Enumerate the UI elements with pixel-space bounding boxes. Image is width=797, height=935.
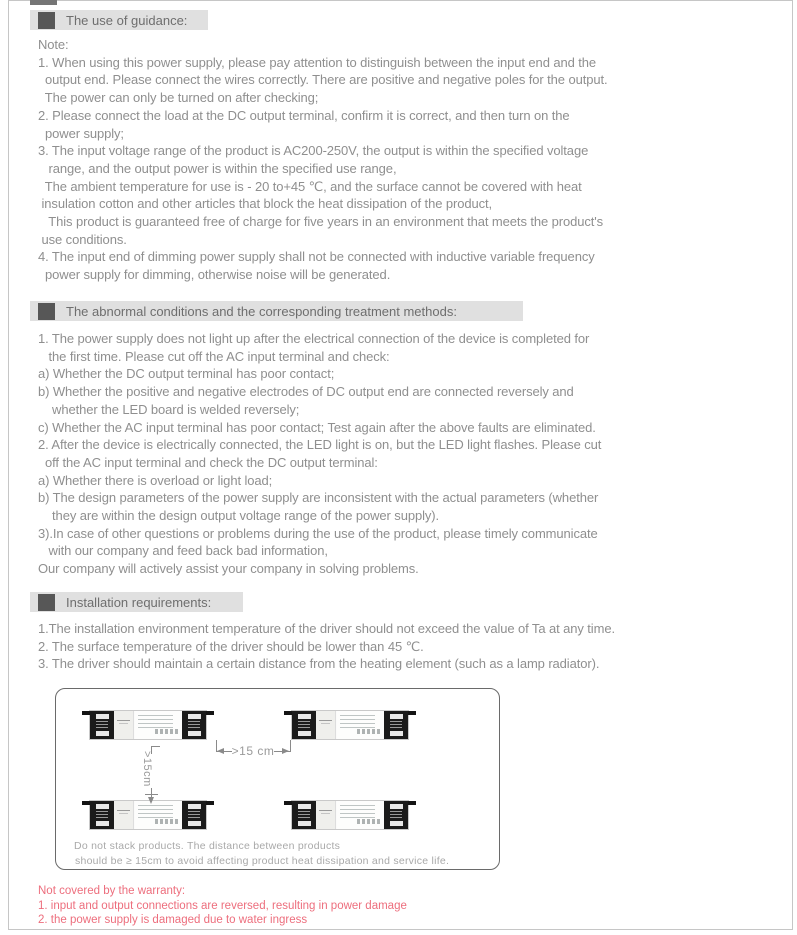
unit-logo-panel — [114, 801, 134, 829]
text-line: 2. Please connect the load at the DC output terminal, confirm it is correct, and then turn on the — [38, 107, 570, 123]
cutoff-element — [30, 0, 57, 5]
unit-spec-label — [135, 711, 182, 739]
text-line: Note: — [38, 37, 69, 52]
text-line: Not covered by the warranty: — [38, 885, 186, 897]
dimension-tick — [151, 746, 160, 747]
driver-unit — [292, 711, 408, 739]
text-line: output end. Please connect the wires correctly. There are positive and negative poles for the output. — [38, 72, 608, 88]
text-line: whether the LED board is welded reversely; — [38, 401, 300, 417]
text-line: 3. The input voltage range of the product is AC200-250V, the output is within the specified voltage — [38, 143, 589, 159]
text-line: 2. The surface temperature of the driver should be lower than 45 ℃. — [38, 638, 424, 654]
unit-spec-label — [135, 801, 182, 829]
wire-right — [206, 801, 214, 805]
text-line: Our company will actively assist your company in solving problems. — [38, 561, 419, 577]
terminal-block-left — [292, 801, 316, 829]
text-line: range, and the output power is within the specified use range, — [38, 160, 397, 176]
text-line: b) The design parameters of the power supply are inconsistent with the actual parameters (whether — [38, 490, 599, 506]
arrow-right-icon — [282, 748, 289, 754]
unit-spec-label — [337, 801, 384, 829]
arrow-left-icon — [217, 748, 224, 754]
terminal-block-right — [182, 801, 206, 829]
text-line: a) Whether there is overload or light load; — [38, 472, 273, 488]
section-marker-icon — [38, 12, 55, 29]
text-line: power supply; — [38, 125, 124, 141]
section-body-installation-requirements — [38, 620, 615, 673]
text-line: 2. After the device is electrically connected, the LED light is on, but the LED light flashes. Please cut — [38, 437, 602, 453]
terminal-block-right — [182, 711, 206, 739]
text-line: use conditions. — [38, 231, 127, 247]
wire-right — [206, 711, 214, 715]
text-line: 1. The power supply does not light up after the electrical connection of the device is completed for — [38, 331, 590, 346]
section-title: Installation requirements: — [66, 594, 212, 610]
wire-left — [284, 801, 292, 805]
wire-left — [82, 801, 90, 805]
driver-unit — [90, 801, 206, 829]
driver-unit — [292, 801, 408, 829]
text-line: 1.The installation environment temperature of the driver should not exceed the value of Ta at any time. — [38, 621, 615, 636]
text-line: 1. When using this power supply, please pay attention to distinguish between the input end and the — [38, 54, 597, 70]
text-line: The ambient temperature for use is - 20 to+45 ℃, and the surface cannot be covered with heat — [38, 178, 582, 194]
section-marker-icon — [38, 303, 55, 320]
section-header-abnormal-conditions — [30, 301, 523, 321]
unit-spec-label — [337, 711, 384, 739]
text-line: b) Whether the positive and negative electrodes of DC output end are connected reversely and — [38, 384, 574, 400]
section-body-use-of-guidance — [38, 36, 608, 284]
terminal-block-right — [384, 801, 408, 829]
text-line: with our company and feed back bad information, — [38, 543, 328, 559]
text-line: off the AC input terminal and check the DC output terminal: — [38, 454, 378, 470]
text-line: c) Whether the AC input terminal has poor contact; Test again after the above faults are eliminated. — [38, 419, 596, 435]
section-title: The abnormal conditions and the corresponding treatment methods: — [66, 303, 457, 319]
text-line: The power can only be turned on after checking; — [38, 90, 319, 106]
text-line: 3).In case of other questions or problems during the use of the product, please timely communicate — [38, 525, 598, 541]
horizontal-spacing-label: >15 cm — [231, 744, 275, 758]
text-line: This product is guaranteed free of charge for five years in an environment that meets the product's — [38, 214, 604, 230]
terminal-block-right — [384, 711, 408, 739]
terminal-block-left — [292, 711, 316, 739]
text-line: 1. input and output connections are reversed, resulting in power damage — [38, 899, 407, 912]
text-line: a) Whether the DC output terminal has poor contact; — [38, 366, 335, 382]
section-header-use-of-guidance — [30, 10, 208, 30]
wire-left — [82, 711, 90, 715]
wire-left — [284, 711, 292, 715]
warranty-exclusions — [38, 884, 407, 928]
section-header-installation-requirements — [30, 592, 243, 612]
unit-logo-panel — [114, 711, 134, 739]
driver-unit — [90, 711, 206, 739]
text-line: 2. the power supply is damaged due to water ingress — [38, 914, 308, 927]
unit-logo-panel — [316, 801, 336, 829]
section-body-abnormal-conditions — [38, 330, 601, 578]
terminal-block-left — [90, 711, 114, 739]
text-line: they are within the design output voltage range of the power supply). — [38, 508, 440, 524]
wire-right — [408, 801, 416, 805]
diagram-caption-line: Do not stack products. The distance between products — [74, 840, 341, 852]
dimension-tick — [290, 740, 291, 752]
vertical-spacing-label: >15cm — [141, 751, 153, 787]
installation-spacing-diagram — [55, 688, 500, 870]
section-marker-icon — [38, 594, 55, 611]
wire-right — [408, 711, 416, 715]
text-line: power supply for dimming, otherwise noise will be generated. — [38, 267, 391, 283]
unit-logo-panel — [316, 711, 336, 739]
dimension-tick — [145, 794, 158, 795]
section-title: The use of guidance: — [66, 12, 188, 28]
text-line: the first time. Please cut off the AC input terminal and check: — [38, 348, 390, 364]
text-line: 4. The input end of dimming power supply shall not be connected with inductive variable frequency — [38, 249, 595, 265]
terminal-block-left — [90, 801, 114, 829]
text-line: 3. The driver should maintain a certain distance from the heating element (such as a lamp radiator). — [38, 656, 600, 672]
arrow-down-icon — [148, 797, 154, 804]
text-line: insulation cotton and other articles that block the heat dissipation of the product, — [38, 196, 493, 212]
diagram-caption-line: should be ≥ 15cm to avoid affecting product heat dissipation and service life. — [75, 855, 450, 867]
